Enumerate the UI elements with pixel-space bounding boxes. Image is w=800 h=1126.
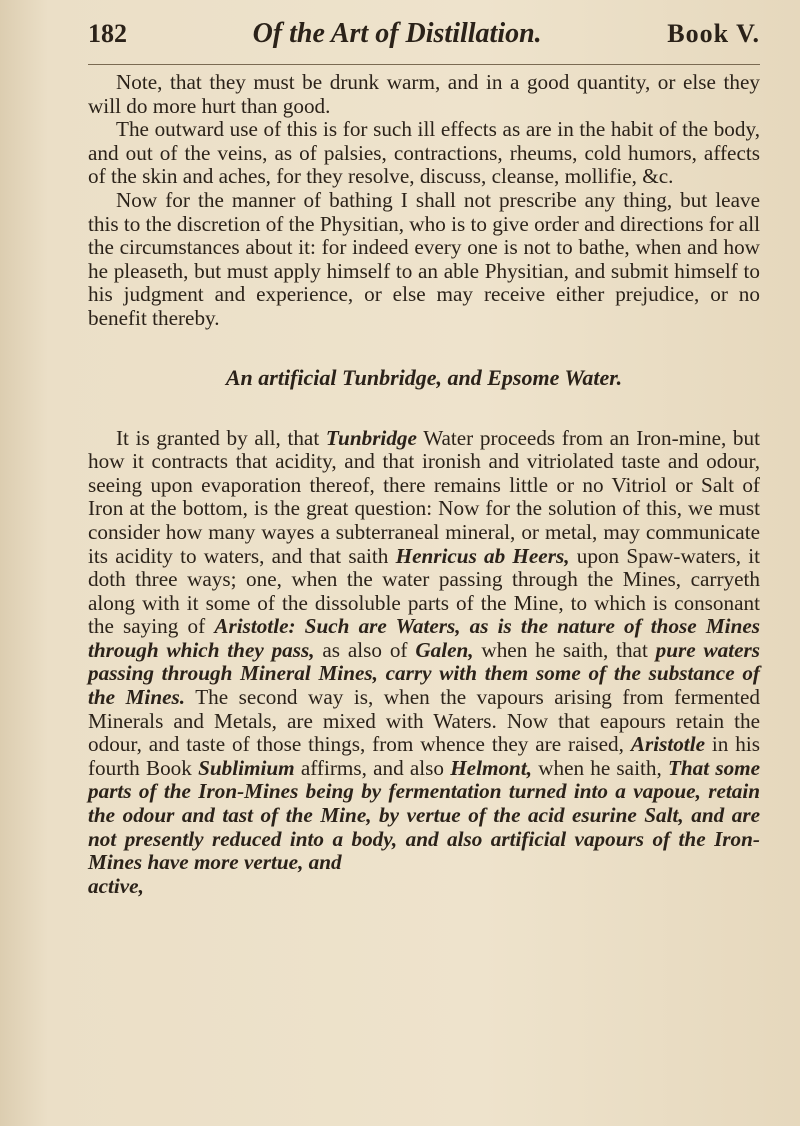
italic-run: Aristotle: Such are Waters, as is the nature of those Mines through which they pass,: [88, 614, 761, 662]
section-title: An artificial Tunbridge, and Epsome Water.: [225, 364, 623, 390]
text-run: It is granted by all, that: [116, 425, 320, 450]
running-title: Of the Art of Distillation.: [252, 18, 542, 49]
italic-run: pure waters passing through Mineral Mines, carry with them some of the substance of the Mines.: [88, 637, 761, 710]
italic-run: Henricus ab Heers,: [395, 543, 570, 568]
catchword: [88, 875, 760, 899]
book-label: Book V.: [667, 19, 760, 48]
text-run: upon Spaw-waters, it doth three ways; one, when the water passing through the Mines, carryeth along with it some of the dissoluble parts of the Mine, to which is consonant the saying of: [88, 543, 761, 639]
text-run: in his fourth Book: [88, 732, 760, 780]
italic-run: That some parts of the Iron-Mines being by fermentation turned into a vapoue, retain the odour and tast of the Mine, by vertue of the acid esurine Salt, and are not presently reduced into a body, and also artificial vapours of the Iron-Mines have more vertue, and: [88, 755, 761, 875]
italic-run: Aristotle: [630, 732, 705, 757]
text-run: when he saith, that: [481, 637, 648, 662]
text-run: when he saith,: [538, 755, 662, 780]
italic-run: Tunbridge: [325, 425, 417, 450]
text-run: Water proceeds from an Iron-mine, but how it contracts that acidity, and that ironish and vitriolated taste and odour, seeing upon evaporation thereof, there remains little or no Vitriol or Salt of Iron at the bottom, is the great question: Now for the solution of this, we must consider how many wayes a subterraneal mineral, or metal, may communicate its acidity to waters, and that saith: [88, 425, 760, 568]
paragraph-note: Note, that they must be drunk warm, and in a good quantity, or else they will do more hurt than good.: [88, 70, 760, 118]
text-run: as also of: [322, 637, 408, 662]
page-header: [88, 18, 760, 65]
italic-run: Galen,: [415, 637, 474, 662]
body-text: [88, 71, 760, 898]
page-number: 182: [88, 19, 127, 48]
text-run: The second way is, when the vapours arising from fermented Minerals and Metals, are mixed with Waters. Now that eapours retain the odour, and taste of those things, from whence they are raised,: [88, 685, 760, 757]
catchword-text: active,: [88, 873, 144, 898]
italic-run: Helmont,: [450, 755, 532, 780]
italic-run: Sublimium: [198, 755, 295, 780]
paragraph-outward-use: The outward use of this is for such ill effects as are in the habit of the body, and out of the veins, as of palsies, contractions, rheums, cold humors, affects of the skin and aches, for they resolve, discuss, cleanse, mollifie, &c.: [88, 117, 760, 189]
text-run: affirms, and also: [300, 755, 444, 780]
paragraph-bathing: Now for the manner of bathing I shall not prescribe any thing, but leave this to the discretion of the Physitian, who is to give order and directions for all the circumstances about it: for indeed every one is not to bathe, when and how he pleaseth, but must apply himself to an able Physitian, and submit himself to his judgment and experience, or else may receive either prejudice, or no benefit thereby.: [88, 187, 760, 330]
paragraph-tunbridge: [88, 427, 760, 875]
